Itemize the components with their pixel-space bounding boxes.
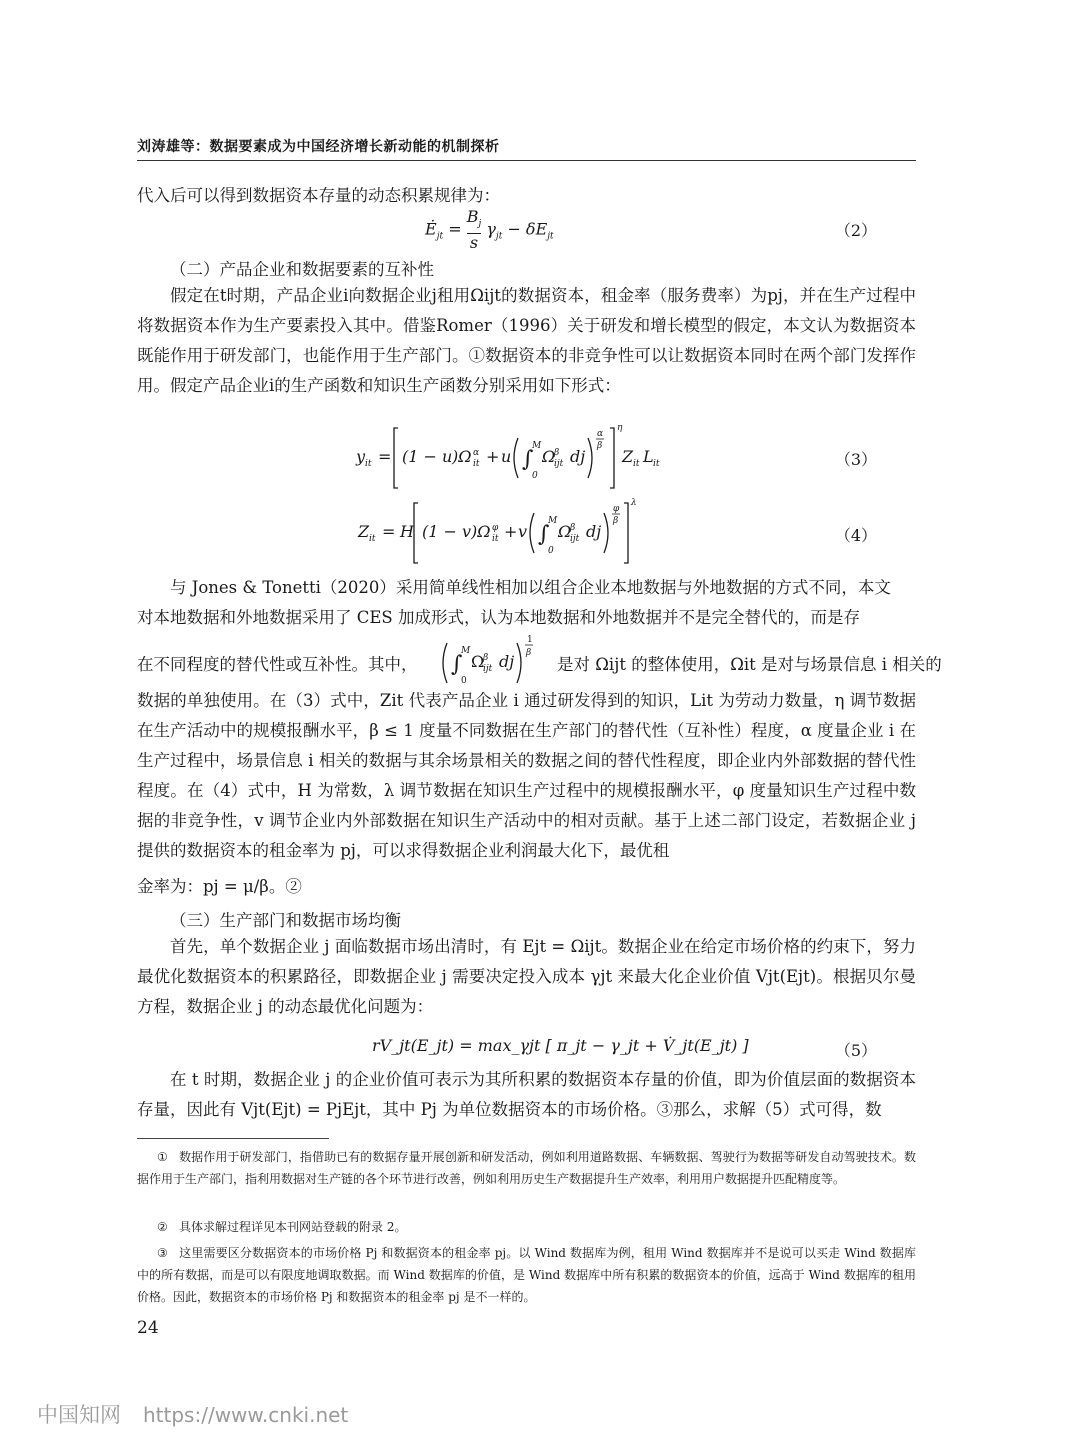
svg-text:=: = <box>382 522 396 541</box>
svg-text:Z: Z <box>622 447 634 466</box>
svg-text:1: 1 <box>527 635 533 645</box>
equation-2: $Ė_{jt}$ = $\frac{B_j}{s}$ $\gamma_{jt} - \delta E_{jt}$ <box>425 207 554 252</box>
footnote-2: ② 具体求解过程详见本刊网站登载的附录 2。 <box>157 1220 407 1234</box>
svg-text:β: β <box>597 441 603 451</box>
svg-text:ijt: ijt <box>554 459 564 469</box>
svg-text:∫: ∫ <box>538 522 550 547</box>
svg-text:α: α <box>473 448 480 458</box>
svg-text:dj: dj <box>586 522 602 541</box>
equation-5: rV_jt(E_jt) = max_γjt [ π_jt − γ_jt + V̇_jt(E_jt) ] <box>372 1036 749 1055</box>
footnote-rule <box>137 1138 329 1139</box>
svg-text:H: H <box>400 522 414 541</box>
svg-text:it: it <box>653 459 660 469</box>
svg-text:β: β <box>483 653 489 663</box>
paragraph-1: 假定在t时期，产品企业i向数据企业j租用Ωijt的数据资本，租金率（服务费率）为pj，并在生产过程中将数据资本作为生产要素投入其中。借鉴Romer（1996）关于研发和增长模型的假定，本文认为数据资本既能作用于研发部门，也能作用于生产部门。①数据资本的非竞争性可以让数据资本同时在两个部门发挥作用。假定产品企业i的生产函数和知识生产函数分别采用如下形式： <box>137 286 916 395</box>
svg-text:φ: φ <box>492 523 499 533</box>
svg-text:it: it <box>473 459 480 469</box>
svg-text:dj: dj <box>570 447 586 466</box>
svg-text:M: M <box>532 441 542 451</box>
svg-text:+: + <box>486 447 500 466</box>
svg-text:∫: ∫ <box>451 652 463 677</box>
svg-text:η: η <box>617 423 623 433</box>
svg-text:β: β <box>570 523 576 533</box>
paragraph-2-rest: 数据的单独使用。在（3）式中，Zit 代表产品企业 i 通过研发得到的知识，Lit 为劳动力数量，η 调节数据在生产活动中的规模报酬水平，β ≤ 1 度量不同数据在生产部门的替代性（互补性）程度，α 度量企业 i 在生产过程中，场景信息 i 相关的数据与其余场景相关的数据之间的替代性程度，即企业内外部数据的替代性程度。在（4）式中，H 为常数，λ 调节数据在知识生产过程中的规模报酬水平，φ 度量知识生产过程中数据的非竞争性，v 调节企业内外部数据在知识生产活动中的相对贡献。基于上述二部门设定，若数据企业 j 提供的数据资本的租金率为 pj，可以求得数据企业利润最大化下，最优租 <box>137 691 916 860</box>
svg-text:Ω: Ω <box>471 652 485 671</box>
svg-text:u: u <box>501 447 512 466</box>
footnote-3: ③ 这里需要区分数据资本的市场价格 Pj 和数据资本的租金率 pj。以 Wind 数据库为例，租用 Wind 数据库并不是说可以买走 Wind 数据库中的所有数据，而是可以有限度地调取数据。而 Wind 数据库的价值，是 Wind 数据库中所有积累的数据资本的价值，远高于 Wind 数据库的租用价格。因此，数据资本的市场价格 Pj 和数据资本的租金率 pj 是不一样的。 <box>137 1246 916 1304</box>
svg-text:(1 −: (1 − <box>402 447 437 466</box>
svg-text:it: it <box>369 534 376 544</box>
paragraph-2-last: 金率为：pj = μ/β。② <box>137 877 302 896</box>
svg-text:v: v <box>462 522 472 541</box>
svg-text:(1 −: (1 − <box>422 522 457 541</box>
paragraph-2-line-3b: 是对 Ωijt 的整体使用，Ωit 是对与场景信息 i 相关的 <box>557 655 942 674</box>
svg-text:α: α <box>597 429 604 439</box>
integral-expression <box>439 633 557 687</box>
svg-text:Z: Z <box>358 522 370 541</box>
paragraph-2-line-2: 对本地数据和外地数据采用了 CES 加成形式，认为本地数据和外地数据并不是完全替代的，而是存 <box>137 608 860 627</box>
svg-text:=: = <box>378 447 392 466</box>
watermark-url[interactable]: https://www.cnki.net <box>143 1403 349 1427</box>
svg-text:v: v <box>518 522 528 541</box>
svg-text:Ω: Ω <box>558 522 572 541</box>
page-number: 24 <box>137 1318 159 1338</box>
equation-4-number: （4） <box>834 526 877 545</box>
svg-text:it: it <box>365 459 372 469</box>
paragraph-3: 首先，单个数据企业 j 面临数据市场出清时，有 Ejt = Ωijt。数据企业在给定市场价格的约束下，努力最优化数据资本的积累路径，即数据企业 j 需要决定投入成本 γjt 来最大化企业价值 Vjt(Ejt)。根据贝尔曼方程，数据企业 j 的动态最优化问题为： <box>137 937 916 1016</box>
equation-3-number: （3） <box>834 450 877 469</box>
svg-text:+: + <box>504 522 518 541</box>
running-header: 刘涛雄等：数据要素成为中国经济增长新动能的机制探析 <box>137 139 500 155</box>
intro-line: 代入后可以得到数据资本存量的动态积累规律为： <box>137 186 500 205</box>
footnote-1: ① 数据作用于研发部门，指借助已有的数据存量开展创新和研发活动，例如利用道路数据、车辆数据、驾驶行为数据等研发自动驾驶技术。数据作用于生产部门，指利用数据对生产链的各个环节进行改善，例如利用历史生产数据提升生产效率，利用用户数据提升匹配精度等。 <box>137 1150 916 1186</box>
watermark-brand: 中国知网 <box>37 1403 121 1427</box>
svg-text:dj: dj <box>499 652 515 671</box>
paragraph-2-line-3a: 在不同程度的替代性或互补性。其中， <box>137 655 418 674</box>
equation-4 <box>358 497 648 573</box>
svg-text:ijt: ijt <box>570 534 580 544</box>
svg-text:L: L <box>643 447 654 466</box>
svg-text:∫: ∫ <box>522 447 534 472</box>
svg-text:0: 0 <box>461 676 467 686</box>
svg-text:it: it <box>492 534 499 544</box>
equation-3 <box>356 422 676 492</box>
equation-5-number: （5） <box>834 1041 877 1060</box>
svg-text:ijt: ijt <box>483 664 493 674</box>
header-rule <box>137 160 916 161</box>
svg-text:φ: φ <box>613 504 620 514</box>
svg-text:it: it <box>633 459 640 469</box>
svg-text:u: u <box>442 447 453 466</box>
paragraph-4: 在 t 时期，数据企业 j 的企业价值可表示为其所积累的数据资本存量的价值，即为价值层面的数据资本存量，因此有 Vjt(Ejt) = PjEjt，其中 Pj 为单位数据资本的市场价格。③那么，求解（5）式可得，数 <box>137 1070 916 1119</box>
equation-2-number: （2） <box>834 221 877 240</box>
svg-text:λ: λ <box>631 498 637 508</box>
svg-text:β: β <box>613 516 619 526</box>
section-2-title: （二）产品企业和数据要素的互补性 <box>170 260 434 279</box>
svg-text:β: β <box>526 648 532 658</box>
svg-text:β: β <box>554 448 560 458</box>
section-3-title: （三）生产部门和数据市场均衡 <box>170 911 401 930</box>
svg-text:M: M <box>548 516 558 526</box>
svg-text:0: 0 <box>532 471 538 481</box>
svg-text:y: y <box>356 447 366 466</box>
svg-text:Ω: Ω <box>542 447 556 466</box>
paragraph-2-line-1: 与 Jones & Tonetti（2020）采用简单线性相加以组合企业本地数据与外地数据的方式不同，本文 <box>170 578 891 597</box>
watermark <box>37 1399 348 1429</box>
svg-text:M: M <box>461 646 471 656</box>
svg-text:)Ω: )Ω <box>471 522 491 541</box>
svg-text:0: 0 <box>548 546 554 556</box>
svg-text:)Ω: )Ω <box>452 447 472 466</box>
